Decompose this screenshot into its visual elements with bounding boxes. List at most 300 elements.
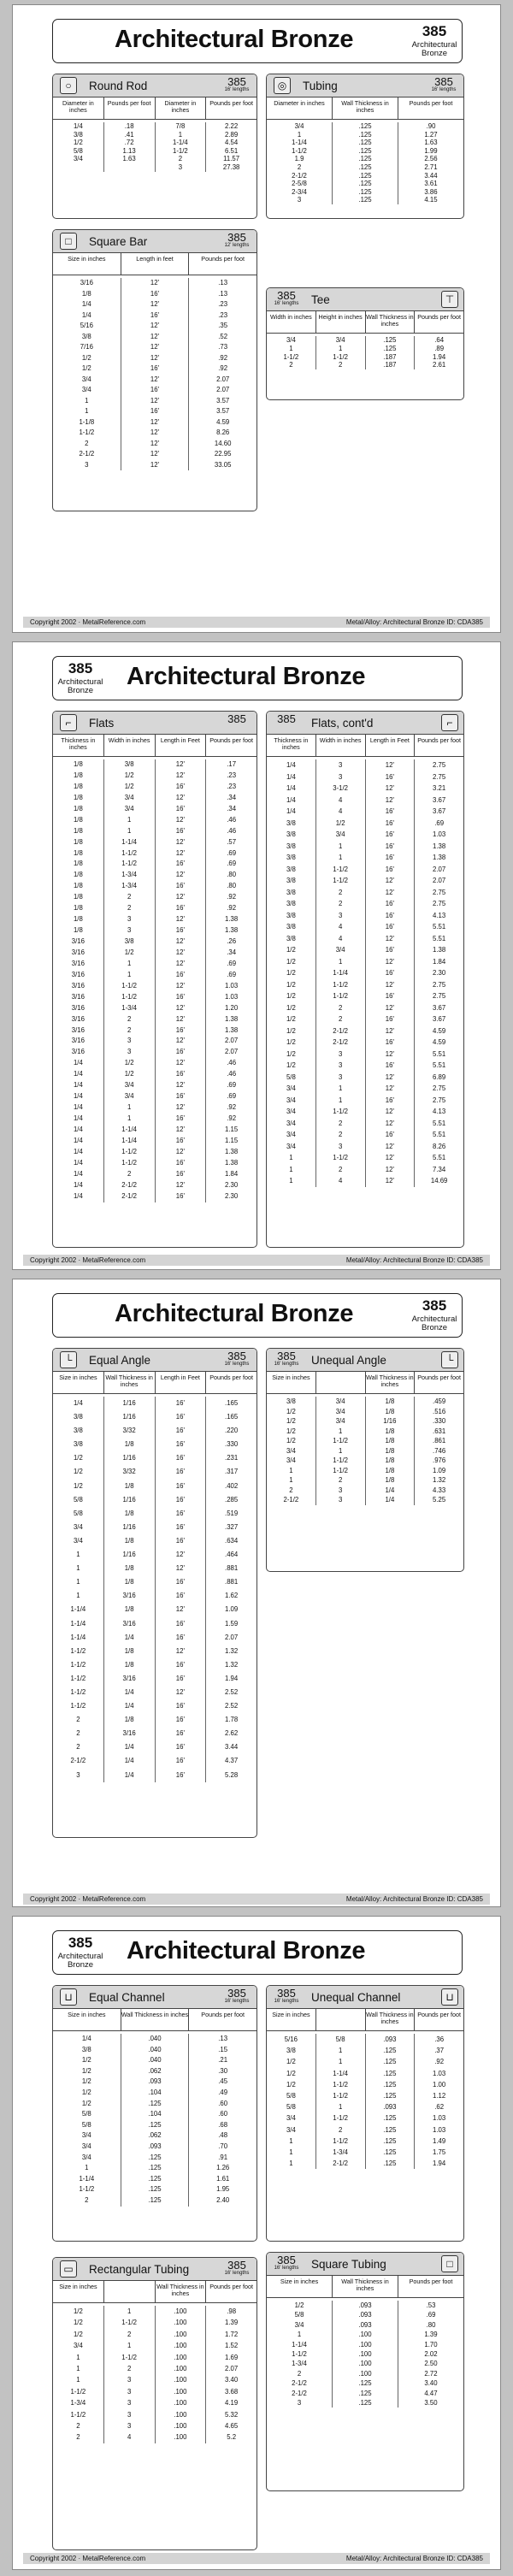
table-row: [53, 1603, 256, 1616]
table-cell: 1: [267, 1466, 316, 1476]
table-cell: 1/4: [104, 1699, 156, 1713]
table-cell: .64: [434, 336, 445, 344]
table-row: [53, 881, 256, 892]
table-cell: 1-1/4: [53, 1617, 104, 1631]
table-row: [267, 336, 463, 345]
table-cell: .100: [156, 2431, 207, 2443]
table-cell: 7/16: [53, 342, 121, 353]
table-cell: .125: [366, 2056, 416, 2067]
table-row: [53, 1562, 256, 1575]
table-cell: .92: [227, 904, 237, 913]
table-row: [267, 2147, 463, 2158]
table-cell: 1: [53, 1548, 104, 1562]
table-cell: 1: [156, 131, 207, 139]
table-cell: .125: [366, 2090, 416, 2101]
table-cell: 1-1/2: [316, 990, 366, 1002]
table-cell: .100: [156, 2397, 207, 2408]
panel-alloy-number: 385: [227, 2259, 246, 2272]
table-cell: 16': [121, 289, 190, 300]
table-cell: 12': [121, 439, 190, 450]
table-cell: 1/4: [53, 1080, 104, 1091]
table-row: [53, 139, 256, 147]
table-row: [53, 1058, 256, 1069]
table-row: [267, 933, 463, 945]
table-cell: 3-1/2: [316, 783, 366, 795]
table-row: [267, 1475, 463, 1486]
table-row: [53, 981, 256, 992]
table-row: [267, 2349, 463, 2359]
table-cell: 16': [156, 1754, 207, 1768]
table-cell: .093: [333, 2301, 398, 2310]
table-cell: 1.27: [424, 130, 438, 139]
round-rod-panel: [52, 74, 257, 219]
table-row: [53, 1136, 256, 1147]
table-cell: 3/8: [267, 875, 316, 887]
table-row: [53, 1451, 256, 1465]
table-row: [53, 2066, 256, 2077]
square-tubing-panel: [266, 2252, 464, 2491]
table-cell: 1/8: [53, 914, 104, 925]
spec-sheet-page-3: [12, 1279, 501, 1907]
table-cell: 1/8: [366, 1446, 416, 1456]
equal-angle-panel: [52, 1348, 257, 1838]
table-row: [53, 948, 256, 959]
column-header: Wall Thickness in inches: [366, 1372, 416, 1393]
table-cell: 1/4: [53, 122, 104, 131]
table-cell: .100: [156, 2363, 207, 2374]
panel-header: [53, 1986, 256, 2009]
table-row: [267, 2136, 463, 2147]
table-cell: 16': [156, 903, 207, 914]
table-cell: 12': [156, 759, 207, 771]
table-cell: .100: [156, 2306, 207, 2317]
data-rows: [53, 275, 256, 470]
table-cell: 1/8: [366, 1427, 416, 1437]
panel-title: Unequal Angle: [311, 1354, 386, 1367]
panel-alloy-badge: [270, 713, 303, 724]
table-cell: 1-3/4: [104, 870, 156, 881]
table-cell: 1/8: [53, 870, 104, 881]
table-cell: 1/2: [267, 1407, 316, 1417]
channel-icon: ⊔: [441, 1988, 458, 2006]
table-cell: 1.03: [225, 992, 239, 1001]
table-row: [267, 2378, 463, 2388]
column-header: Wall Thickness in inches: [366, 2009, 416, 2030]
table-row: [53, 1672, 256, 1686]
table-cell: 12': [366, 759, 416, 771]
table-cell: .165: [225, 1413, 239, 1421]
table-cell: 33.05: [214, 460, 232, 469]
table-cell: 2.71: [424, 162, 438, 171]
table-cell: 12': [156, 870, 207, 881]
table-cell: 1-1/2: [104, 992, 156, 1003]
table-cell: .15: [218, 2045, 228, 2053]
table-cell: .100: [156, 2352, 207, 2363]
panel-length-note: 16' lengths: [274, 2266, 299, 2271]
table-cell: .402: [225, 1481, 239, 1490]
table-cell: 16': [156, 1699, 207, 1713]
table-cell: 16': [156, 1769, 207, 1782]
table-cell: 1/2: [104, 948, 156, 959]
table-cell: 1/4: [53, 310, 121, 322]
table-row: [267, 1436, 463, 1446]
table-cell: 1/2: [53, 2099, 121, 2110]
square-icon: □: [60, 233, 77, 250]
table-cell: 1/4: [53, 1114, 104, 1125]
table-cell: .26: [227, 937, 237, 945]
table-cell: 16': [156, 1114, 207, 1125]
table-row: [267, 345, 463, 353]
table-cell: .125: [366, 2124, 416, 2136]
table-cell: .21: [218, 2056, 228, 2065]
table-cell: [53, 163, 104, 172]
panel-alloy-number: 385: [277, 2254, 296, 2266]
table-cell: 1-3/4: [316, 2147, 366, 2158]
table-cell: 6.89: [433, 1072, 446, 1081]
table-cell: 1-1/2: [316, 864, 366, 876]
table-cell: 1.95: [216, 2185, 230, 2194]
panel-header: [53, 712, 256, 735]
table-cell: 3: [104, 2374, 156, 2385]
table-row: [267, 2359, 463, 2368]
table-row: [267, 818, 463, 830]
table-cell: .90: [426, 122, 436, 130]
table-cell: 3/4: [53, 375, 121, 386]
table-cell: 1: [267, 2158, 316, 2169]
table-cell: 4.59: [216, 417, 230, 426]
tee-panel: [266, 287, 464, 400]
table-row: [267, 1002, 463, 1014]
panel-title: Equal Angle: [89, 1354, 151, 1367]
table-cell: 2: [316, 1118, 366, 1130]
table-cell: 3.67: [433, 795, 446, 804]
table-cell: 1/8: [366, 1436, 416, 1446]
column-header: Size in inches: [53, 2281, 104, 2302]
column-header: Pounds per foot: [417, 2011, 461, 2018]
column-headers: [267, 2276, 463, 2298]
table-cell: 1.15: [225, 1136, 239, 1144]
table-row: [53, 826, 256, 837]
table-cell: 1.72: [225, 2330, 239, 2338]
table-cell: 1-1/2: [104, 1158, 156, 1169]
table-cell: 2: [316, 898, 366, 910]
table-cell: .125: [366, 336, 416, 345]
table-cell: 3/4: [267, 1129, 316, 1141]
table-cell: 16': [156, 1575, 207, 1589]
table-cell: 1-1/2: [316, 2112, 366, 2124]
table-cell: 16': [156, 1658, 207, 1672]
table-row: [53, 2099, 256, 2110]
table-cell: 3.67: [433, 1015, 446, 1023]
table-cell: 2.89: [225, 130, 239, 139]
table-cell: 2: [53, 2420, 104, 2431]
table-cell: 3/4: [53, 385, 121, 396]
table-cell: 2-1/2: [104, 1180, 156, 1191]
table-cell: 3/8: [53, 1410, 104, 1424]
table-cell: .125: [121, 2184, 190, 2195]
table-cell: 1: [316, 1446, 366, 1456]
flats-cont-d-panel: [266, 711, 464, 1248]
column-header: Size in inches: [53, 253, 121, 275]
table-cell: 16': [156, 925, 207, 936]
table-cell: 3/4: [316, 1416, 366, 1427]
footer-copyright: Copyright 2002 · MetalReference.com: [30, 1256, 146, 1264]
table-cell: .100: [156, 2374, 207, 2385]
table-cell: 12': [156, 1125, 207, 1136]
table-cell: 16': [156, 1465, 207, 1479]
table-cell: 3: [156, 163, 207, 172]
footer-copyright: Copyright 2002 · MetalReference.com: [30, 618, 146, 626]
table-cell: 16': [156, 859, 207, 870]
table-cell: 2.56: [424, 155, 438, 163]
table-cell: .91: [218, 2153, 228, 2161]
table-cell: 5.51: [433, 1049, 446, 1058]
panel-alloy-badge: [221, 76, 253, 92]
panel-header: [53, 1349, 256, 1372]
table-cell: 12': [366, 979, 416, 991]
table-cell: 1/16: [104, 1397, 156, 1410]
table-cell: 3/8: [267, 829, 316, 841]
table-cell: 3: [53, 1769, 104, 1782]
table-cell: 12': [156, 1003, 207, 1014]
table-cell: 4: [104, 2431, 156, 2443]
table-row: [267, 1129, 463, 1141]
table-cell: 1-1/4: [53, 1603, 104, 1616]
table-cell: 1/2: [53, 2066, 121, 2077]
rect-icon: ▭: [60, 2260, 77, 2278]
column-headers: [53, 97, 256, 120]
table-row: [53, 1480, 256, 1493]
table-row: [53, 1191, 256, 1202]
table-row: [267, 2056, 463, 2067]
table-cell: 5.51: [433, 1154, 446, 1161]
table-row: [53, 1740, 256, 1754]
panel-title: Equal Channel: [89, 1991, 165, 2004]
table-cell: 4.59: [433, 1038, 446, 1046]
panel-alloy-number: 385: [227, 1350, 246, 1362]
column-header: Thickness in inches: [53, 735, 104, 756]
table-cell: 3/8: [267, 933, 316, 945]
table-row: [267, 2079, 463, 2090]
table-cell: 1: [316, 956, 366, 968]
table-cell: 5/16: [53, 321, 121, 332]
table-cell: 1/8: [366, 1407, 416, 1417]
table-cell: 1.52: [225, 2342, 239, 2350]
table-cell: 16': [366, 967, 416, 979]
table-cell: .35: [218, 322, 228, 329]
angle-icon: └: [60, 1351, 77, 1368]
table-cell: 2-1/2: [53, 1754, 104, 1768]
table-cell: 1.70: [424, 2340, 438, 2349]
table-row: [53, 2077, 256, 2088]
page-title: Architectural Bronze: [115, 1300, 354, 1327]
column-header: Thickness in inches: [267, 735, 316, 756]
table-row: [267, 2124, 463, 2136]
table-cell: 1/2: [53, 353, 121, 364]
table-cell: 3/16: [104, 1617, 156, 1631]
table-cell: 16': [156, 1158, 207, 1169]
table-cell: .46: [227, 815, 237, 824]
table-cell: .040: [121, 2055, 190, 2066]
page-header: [52, 19, 463, 63]
table-cell: 1.38: [433, 854, 446, 861]
table-cell: 1/4: [366, 1495, 416, 1505]
table-row: [53, 1493, 256, 1507]
table-cell: 2.02: [424, 2349, 438, 2358]
table-cell: 1-1/2: [104, 2352, 156, 2363]
table-cell: 1/2: [53, 139, 104, 147]
table-cell: 16': [156, 1672, 207, 1686]
table-cell: 3/16: [53, 959, 104, 970]
table-row: [53, 2045, 256, 2056]
table-row: [267, 1446, 463, 1456]
table-cell: .125: [366, 2045, 416, 2056]
table-cell: 1.03: [225, 981, 239, 990]
panel-title: Flats, cont'd: [311, 717, 374, 730]
table-cell: 12': [156, 1147, 207, 1158]
column-header: Pounds per foot: [209, 99, 253, 107]
table-cell: .125: [366, 2136, 416, 2147]
table-cell: 1-1/4: [316, 967, 366, 979]
table-cell: 3/16: [53, 278, 121, 289]
table-cell: .861: [433, 1437, 446, 1445]
column-header: Size in inches: [53, 2009, 121, 2030]
panel-alloy-number: 385: [227, 231, 246, 244]
panel-header: [53, 230, 256, 253]
table-cell: 1-3/4: [53, 2397, 104, 2408]
table-cell: 3.68: [225, 2387, 239, 2396]
table-cell: 4.65: [225, 2421, 239, 2430]
table-cell: 1-1/4: [104, 837, 156, 848]
table-cell: 1.38: [225, 1147, 239, 1155]
table-cell: 1/4: [53, 1180, 104, 1191]
table-cell: 16': [156, 1740, 207, 1754]
table-cell: .976: [433, 1456, 446, 1464]
table-cell: 5.25: [433, 1496, 446, 1504]
table-cell: 5/16: [267, 2034, 316, 2045]
column-header: Wall Thickness in inches: [156, 2281, 207, 2302]
table-row: [53, 353, 256, 364]
table-cell: 3/4: [316, 944, 366, 956]
table-cell: 16': [366, 898, 416, 910]
table-cell: 2.07: [225, 1633, 239, 1641]
table-cell: 2.75: [433, 888, 446, 896]
column-header: Size in inches: [53, 1372, 104, 1393]
table-cell: .516: [433, 1407, 446, 1415]
table-cell: 1.69: [225, 2353, 239, 2361]
table-row: [53, 417, 256, 428]
table-cell: .125: [333, 188, 398, 197]
table-row: [53, 771, 256, 782]
table-cell: 5.51: [433, 1131, 446, 1138]
table-cell: 1/8: [104, 1603, 156, 1616]
table-cell: 4.33: [433, 1486, 446, 1494]
table-cell: 1-1/2: [267, 147, 333, 156]
table-cell: 16': [366, 771, 416, 783]
panel-alloy-number: 385: [227, 75, 246, 88]
table-cell: 1: [53, 1589, 104, 1603]
table-cell: 1.75: [433, 2148, 446, 2156]
panel-alloy-badge: [270, 290, 303, 306]
table-cell: 1.03: [433, 2114, 446, 2123]
table-row: [53, 1025, 256, 1037]
table-cell: 5/8: [267, 2310, 333, 2319]
table-cell: 3: [104, 2386, 156, 2397]
table-cell: 1: [316, 2056, 366, 2067]
table-cell: 1: [104, 1114, 156, 1125]
panel-title: Round Rod: [89, 80, 148, 92]
table-row: [53, 1410, 256, 1424]
column-header: Length in Feet: [156, 1372, 207, 1393]
table-cell: 3/8: [267, 1397, 316, 1407]
table-cell: 1.32: [433, 1476, 446, 1484]
table-row: [267, 1397, 463, 1407]
column-headers: [267, 1372, 463, 1394]
table-cell: 1: [53, 406, 121, 417]
table-row: [53, 1102, 256, 1114]
table-cell: 3/8: [267, 898, 316, 910]
table-cell: 1: [53, 1562, 104, 1575]
table-cell: 1: [104, 2306, 156, 2317]
table-cell: 16': [156, 782, 207, 793]
table-cell: 1-1/2: [316, 979, 366, 991]
table-cell: 2: [267, 361, 316, 369]
table-cell: 1/4: [53, 1136, 104, 1147]
table-cell: .125: [366, 2079, 416, 2090]
column-header: Pounds per foot: [209, 1374, 253, 1381]
table-row: [53, 2184, 256, 2195]
table-cell: .220: [225, 1427, 239, 1435]
column-header: Length in feet: [121, 253, 190, 275]
table-cell: 2: [53, 1713, 104, 1727]
table-cell: 1/8: [104, 1507, 156, 1521]
column-header: Pounds per foot: [417, 1374, 461, 1381]
table-cell: .46: [227, 1070, 237, 1078]
table-row: [267, 783, 463, 795]
table-cell: 2-1/2: [267, 172, 333, 180]
table-cell: 1.94: [433, 2159, 446, 2168]
column-header: Wall Thickness in inches: [366, 311, 416, 333]
table-cell: 1-1/2: [53, 1645, 104, 1658]
table-cell: 12': [121, 278, 190, 289]
table-row: [53, 1575, 256, 1589]
table-cell: 12': [156, 959, 207, 970]
table-cell: .73: [218, 343, 228, 351]
table-cell: 1/2: [267, 1037, 316, 1049]
table-cell: 1-3/4: [267, 2359, 333, 2368]
table-cell: 12': [156, 892, 207, 903]
table-cell: 1.26: [216, 2164, 230, 2172]
table-row: [267, 1037, 463, 1049]
table-cell: 1-1/4: [156, 139, 207, 147]
table-cell: 16': [366, 910, 416, 922]
table-row: [267, 163, 463, 172]
table-row: [267, 1118, 463, 1130]
table-cell: 3: [104, 914, 156, 925]
table-cell: .464: [225, 1551, 239, 1559]
table-row: [267, 2310, 463, 2319]
table-cell: 1-1/2: [267, 2349, 333, 2359]
table-row: [267, 1072, 463, 1084]
unequal-channel-panel: [266, 1985, 464, 2242]
table-cell: 7.34: [433, 1165, 446, 1173]
column-header: Wall Thickness in inches: [121, 2009, 190, 2030]
table-cell: 1.15: [225, 1125, 239, 1133]
column-headers: [267, 311, 463, 334]
table-cell: 12': [366, 875, 416, 887]
table-row: [53, 925, 256, 936]
table-cell: 2: [53, 1740, 104, 1754]
